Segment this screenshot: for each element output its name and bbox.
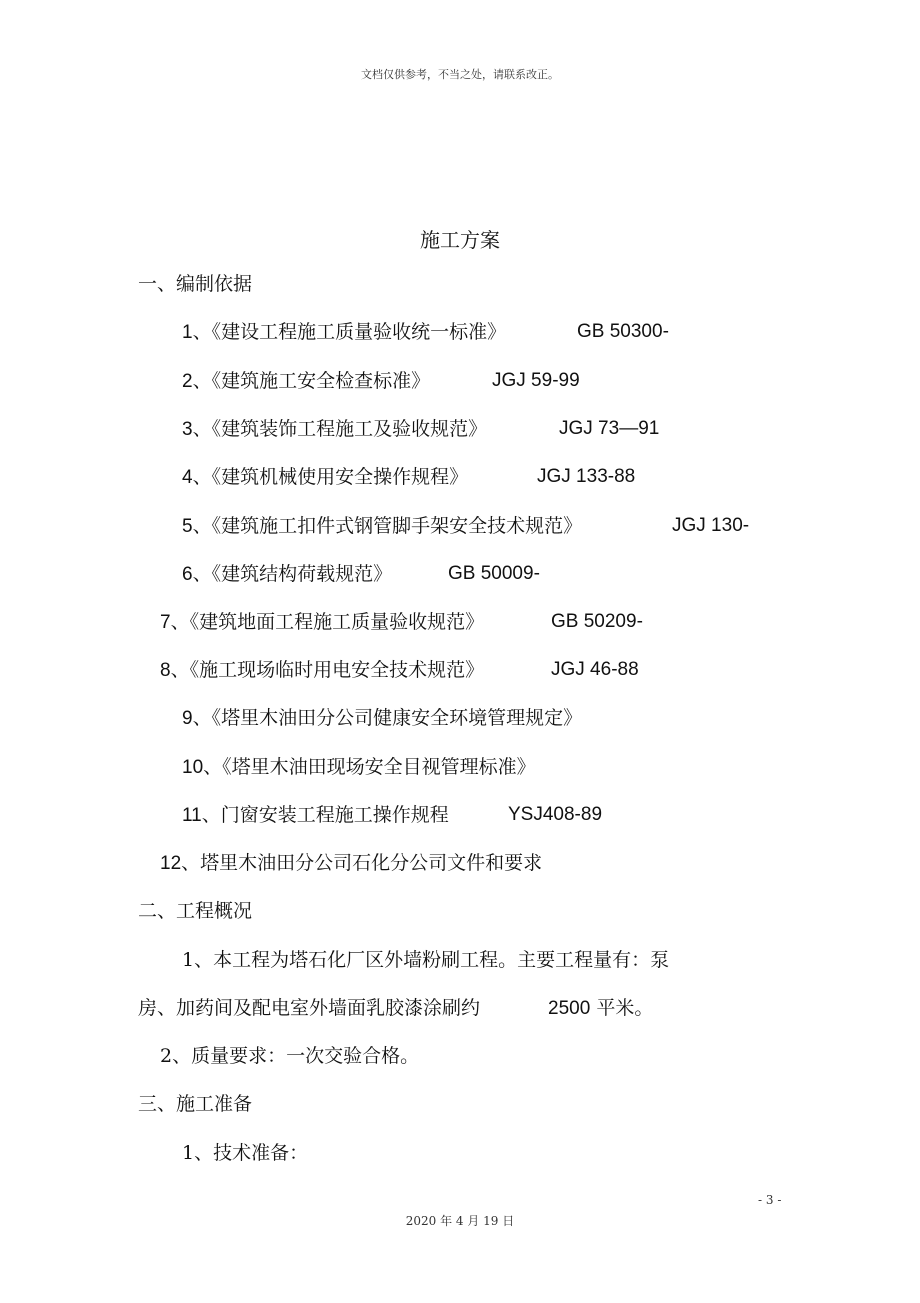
item-code: JGJ 130- (672, 515, 750, 536)
header-note: 文档仅供参考，不当之处，请联系改正。 (361, 68, 559, 81)
item-code: JGJ 133-88 (537, 466, 636, 487)
list-item (182, 804, 449, 827)
section-heading: 二、工程概况 (138, 900, 253, 922)
item-number: 11、 (182, 805, 221, 826)
paragraph-quantity (548, 997, 653, 1020)
item-title: 《建筑地面工程施工质量验收规范》 (189, 611, 485, 633)
list-item (160, 611, 484, 634)
list-item (182, 370, 430, 393)
item-code: GB 50300- (577, 321, 669, 342)
item-number: 4、 (182, 467, 212, 488)
item-number: 6、 (182, 564, 212, 585)
item-title: 《建筑结构荷载规范》 (211, 563, 393, 585)
item-title: 门窗安装工程施工操作规程 (220, 804, 449, 826)
item-code: GB 50209- (551, 611, 643, 632)
item-number: 8、 (160, 660, 190, 681)
footer-date: 2020 年 4 月 19 日 (405, 1214, 515, 1228)
item-code: YSJ408-89 (508, 804, 603, 825)
paragraph-line: 1、本工程为塔石化厂区外墙粉刷工程。主要工程量有：泵 (182, 949, 670, 971)
list-item (160, 852, 542, 875)
item-title: 《施工现场临时用电安全技术规范》 (189, 659, 485, 681)
item-title: 《建设工程施工质量验收统一标准》 (211, 321, 507, 343)
item-title: 《塔里木油田分公司健康安全环境管理规定》 (211, 707, 583, 729)
list-item (182, 756, 536, 779)
page-number: - 3 - (758, 1193, 782, 1207)
list-item (182, 466, 468, 489)
item-number: 2、 (182, 371, 212, 392)
page-title: 施工方案 (420, 228, 500, 252)
list-item (182, 707, 582, 730)
item-title: 塔里木油田分公司石化分公司文件和要求 (200, 852, 543, 874)
item-number: 12、 (160, 853, 201, 874)
section-heading: 三、施工准备 (138, 1093, 253, 1115)
list-item (160, 659, 484, 682)
item-number: 3、 (182, 419, 212, 440)
list-item (182, 418, 487, 441)
item-number: 9、 (182, 708, 212, 729)
paragraph-text: 房、加药间及配电室外墙面乳胶漆涂刷约 (138, 997, 481, 1019)
paragraph-line: 1、技术准备： (182, 1142, 309, 1164)
item-number: 5、 (182, 516, 212, 537)
paragraph-line (138, 997, 480, 1019)
item-title: 《建筑施工安全检查标准》 (211, 370, 431, 392)
item-code: JGJ 73—91 (559, 418, 660, 439)
list-item (182, 515, 582, 538)
item-code: GB 50009- (448, 563, 540, 584)
item-title: 《建筑机械使用安全操作规程》 (211, 466, 469, 488)
item-title: 《建筑施工扣件式钢管脚手架安全技术规范》 (211, 515, 583, 537)
item-title: 《塔里木油田现场安全目视管理标准》 (222, 756, 536, 778)
paragraph-line: 2、质量要求：一次交验合格。 (160, 1045, 420, 1067)
item-title: 《建筑装饰工程施工及验收规范》 (211, 418, 488, 440)
quantity-unit: 平米。 (596, 997, 654, 1019)
list-item (182, 563, 392, 586)
section-heading: 一、编制依据 (138, 273, 253, 295)
list-item (182, 321, 506, 344)
item-number: 1、 (182, 322, 212, 343)
quantity-value: 2500 (548, 998, 591, 1019)
item-number: 7、 (160, 612, 190, 633)
item-code: JGJ 46-88 (551, 659, 639, 680)
item-code: JGJ 59-99 (492, 370, 580, 391)
item-number: 10、 (182, 757, 223, 778)
